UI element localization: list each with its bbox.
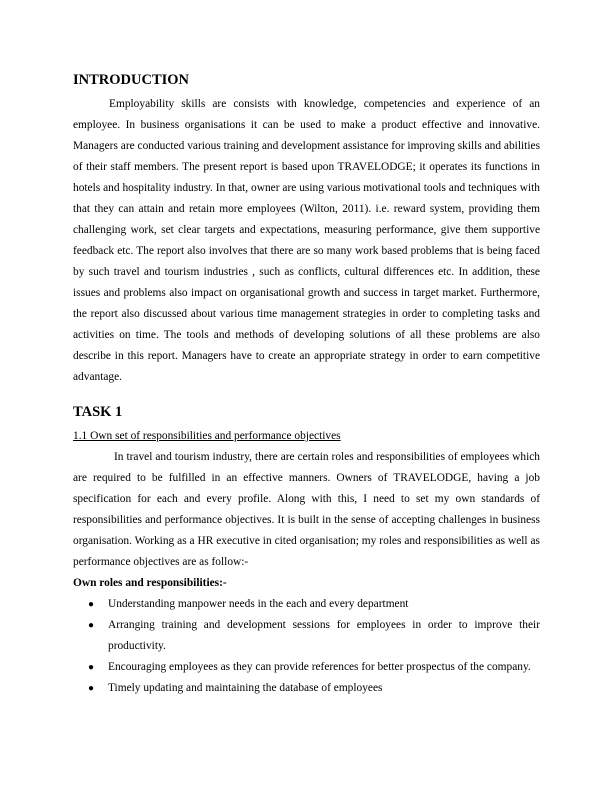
spacer — [73, 388, 540, 402]
roles-label: Own roles and responsibilities:- — [73, 577, 227, 589]
introduction-paragraph: Employability skills are consists with knowledge, competencies and experience of an employee. In business organisations it can be used to make a product effective and innovative. Managers are conducted various training and development assistance for improving skills and abilities of their staff members. The present report is based upon TRAVELODGE; it operates its functions in hotels and hospitality industry. In that, owner are using various motivational tools and techniques with that they can attain and retain more employees (Wilton, 2011). i.e. reward system, providing them challenging work, set clear targets and expectations, measuring performance, give them supportive feedback etc. The report also involves that there are so many work based problems that is being faced by such travel and tourism industries , such as conflicts, cultural differences etc. In addition, these issues and problems also impact on organisational growth and success in target market. Furthermore, the report also discussed about various time management strategies in order to completing tasks and activities on time. The tools and methods of developing solutions of all these problems are also describe in this report. Managers have to create an appropriate strategy in order to earn competitive advantage. — [73, 98, 540, 383]
list-item-text: Understanding manpower needs in the each and every department — [108, 598, 409, 610]
list-item-text: Arranging training and development sessions for employees in order to improve their productivity. — [108, 619, 540, 652]
list-item — [73, 615, 540, 657]
list-item-text: Encouraging employees as they can provide references for better prospectus of the company. — [108, 661, 531, 673]
introduction-heading: INTRODUCTION — [73, 72, 190, 88]
bullet-icon: ● — [88, 683, 95, 694]
list-item — [73, 594, 540, 615]
roles-list — [73, 594, 540, 699]
list-item — [73, 657, 540, 678]
document-page — [73, 70, 540, 699]
task1-subheading: 1.1 Own set of responsibilities and performance objectives — [73, 430, 341, 442]
bullet-icon: ● — [88, 620, 95, 631]
list-item-text: Timely updating and maintaining the database of employees — [108, 682, 383, 694]
task1-paragraph: In travel and tourism industry, there are certain roles and responsibilities of employees which are required to be fulfilled in an effective manners. Owners of TRAVELODGE, having a job specification for each and every profile. Along with this, I need to set my own standards of responsibilities and performance objectives. It is built in the sense of accepting challenges in business organisation. Working as a HR executive in cited organisation; my roles and responsibilities as well as performance objectives are as follow:- — [73, 451, 540, 568]
bullet-icon: ● — [88, 599, 95, 610]
bullet-icon: ● — [88, 662, 95, 673]
task1-heading: TASK 1 — [73, 404, 123, 420]
list-item — [73, 678, 540, 699]
